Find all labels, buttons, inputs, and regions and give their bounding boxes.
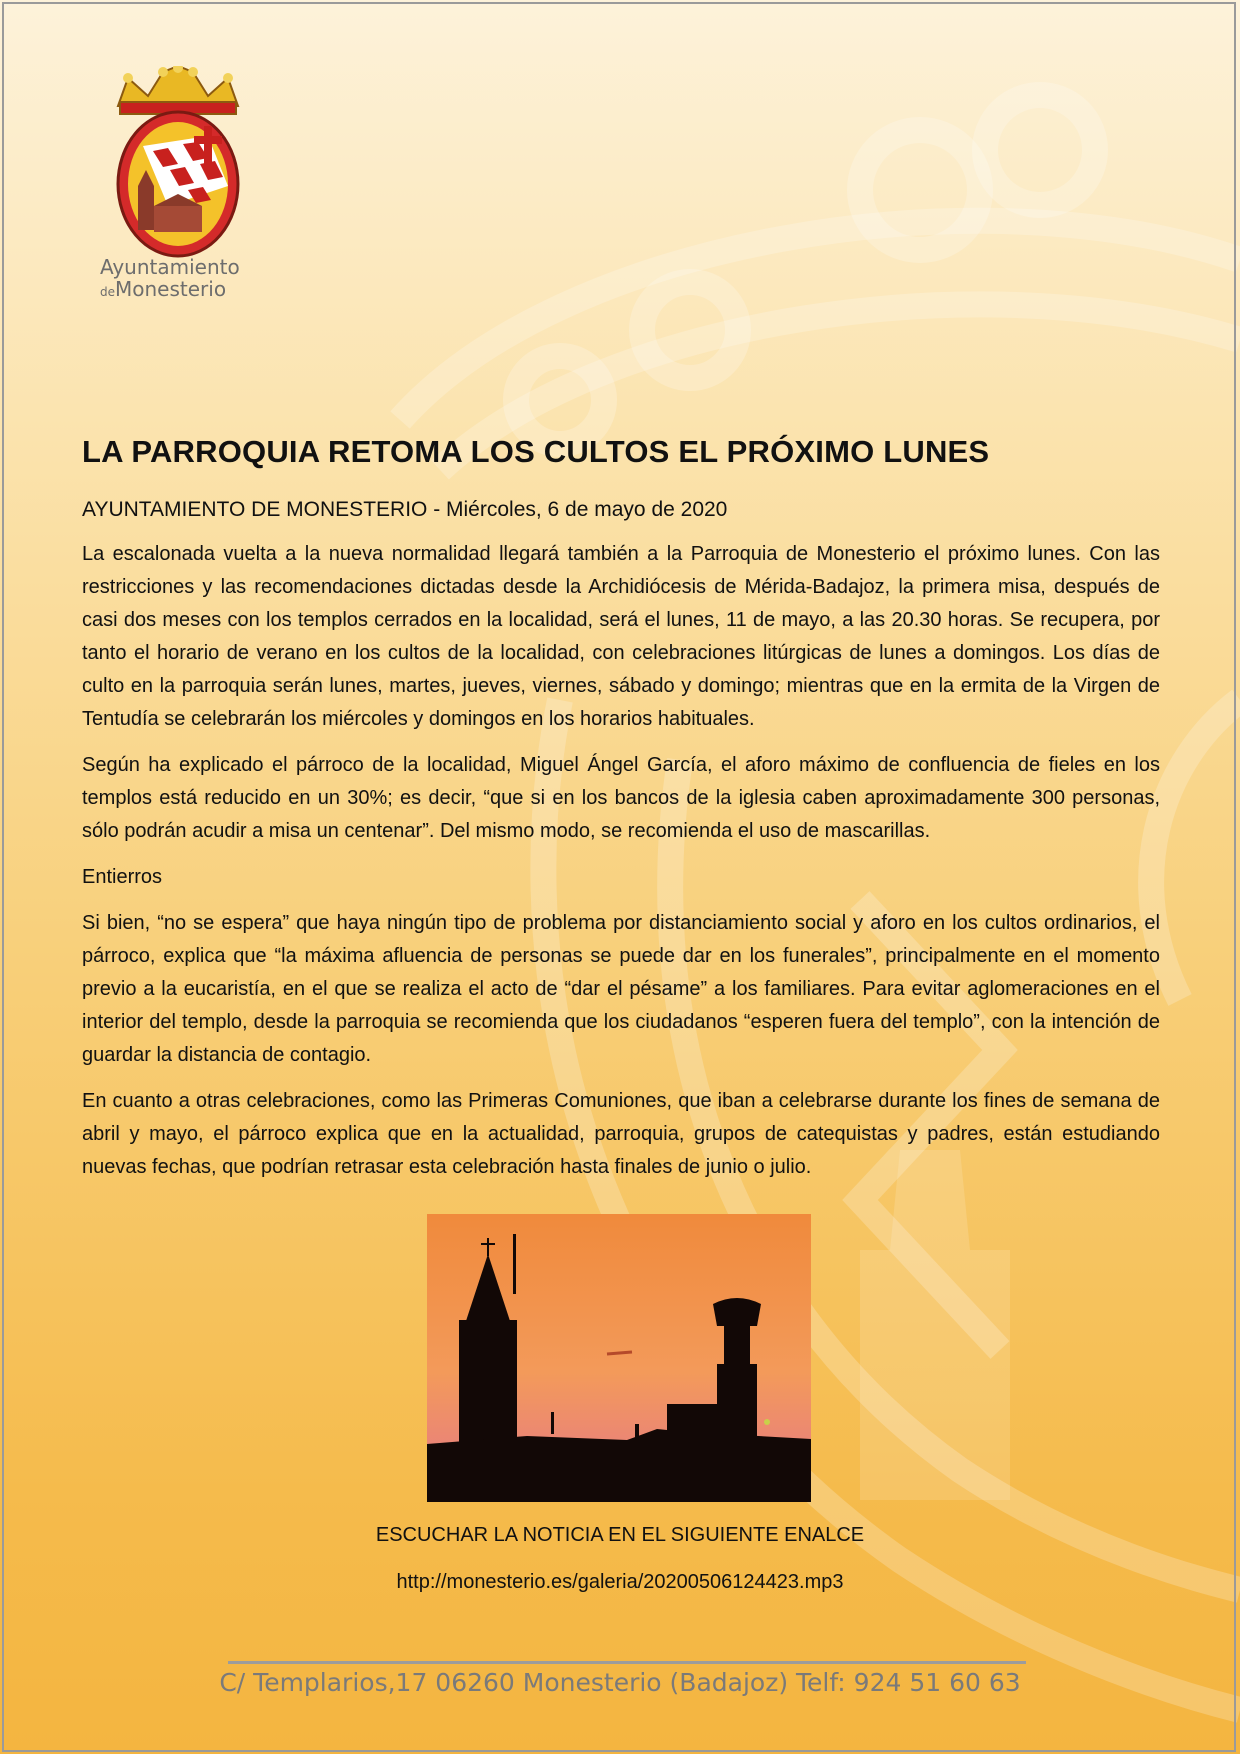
logo-name-de: de (100, 285, 115, 299)
logo-name-line1: Ayuntamiento (100, 255, 240, 279)
logo-name-line2: Monesterio (115, 277, 227, 301)
article-paragraph: Según ha explicado el párroco de la localidad, Miguel Ángel García, el aforo máximo de confluencia de fieles en los templos está reducido en un 30%; es decir, “que si en los bancos de la iglesia caben aproximadamente 300 personas, sólo podrán acudir a misa un centenar”. Del mismo modo, se recomienda el uso de mascarillas. (82, 754, 1160, 842)
shield-icon (118, 112, 238, 256)
crown-icon (118, 66, 238, 114)
section-heading: Entierros (82, 866, 163, 888)
logo-caption (100, 256, 260, 303)
article-paragraph: La escalonada vuelta a la nueva normalidad llegará también a la Parroquia de Monesterio el próximo lunes. Con las restricciones y las recomendaciones dictadas desde la Archidiócesis de Mérida-Badajoz, la primera misa, después de casi dos meses con los templos cerrados en la localidad, será el lunes, 11 de mayo, a las 20.30 horas. Se recupera, por tanto el horario de verano en los cultos de la localidad, con celebraciones litúrgicas de lunes a domingos. Los días de culto en la parroquia serán lunes, martes, jueves, viernes, sábado y domingo; mientras que en la ermita de la Virgen de Tentudía se celebrarán los miércoles y domingos en los horarios habituales. (82, 543, 1160, 730)
article-paragraph: Si bien, “no se espera” que haya ningún tipo de problema por distanciamiento social y aforo en los cultos ordinarios, el párroco, explica que “la máxima afluencia de personas se puede dar en los funerales”, principalmente en el momento previo a la eucaristía, en el que se realiza el acto de “dar el pésame” a los familiares. Para evitar aglomeraciones en el interior del templo, desde la parroquia se recomienda que los ciudadanos “esperen fuera del templo”, con la intención de guardar la distancia de contagio. (82, 912, 1160, 1066)
footer-address: C/ Templarios,17 06260 Monesterio (Badajoz) Telf: 924 51 60 63 (219, 1668, 1021, 1697)
footer-divider (228, 1661, 1026, 1664)
church-sunset-photo (427, 1214, 811, 1502)
listen-label: ESCUCHAR LA NOTICIA EN EL SIGUIENTE ENALCE (375, 1524, 865, 1546)
article-paragraph: En cuanto a otras celebraciones, como las Primeras Comuniones, que iban a celebrarse durante los fines de semana de abril y mayo, el párroco explica que en la actualidad, parroquia, grupos de catequistas y padres, están estudiando nuevas fechas, que podrían retrasar esta celebración hasta finales de junio o julio. (82, 1090, 1160, 1178)
article-headline: LA PARROQUIA RETOMA LOS CULTOS EL PRÓXIMO LUNES (82, 434, 990, 469)
article-byline: AYUNTAMIENTO DE MONESTERIO - Miércoles, 6 de mayo de 2020 (82, 498, 728, 521)
audio-link[interactable]: http://monesterio.es/galeria/20200506124423.mp3 (396, 1571, 844, 1593)
article-body (82, 538, 1160, 1197)
